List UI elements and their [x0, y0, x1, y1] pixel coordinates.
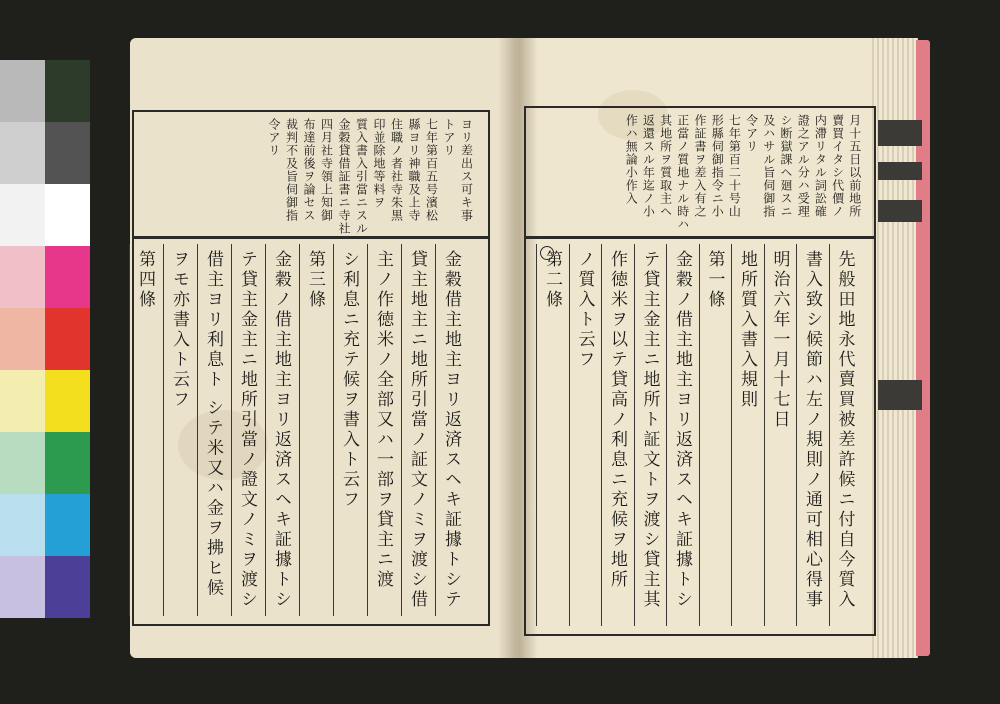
right-upper-text-column: 證之アル分ハ受理 [796, 114, 811, 218]
right-lower-text-column: テ貸主金主ニ地所ト証文トヲ渡シ貸主其 [639, 250, 660, 610]
tab-mark [878, 162, 922, 180]
right-lower-text-column: 先般田地永代賣買被差許候ニ付自今質入 [834, 250, 855, 610]
left-lower-text-column: 主ノ作徳米ノ全部又ハ一部ヲ貸主ニ渡 [373, 250, 393, 590]
tab-mark [878, 120, 922, 146]
page-stack-tabs [878, 90, 924, 550]
tab-mark [878, 380, 922, 410]
right-upper-text-column: 七年第百二十号山 [727, 114, 742, 218]
column-rule [634, 244, 635, 626]
color-swatch [45, 60, 90, 122]
color-swatch [45, 370, 90, 432]
right-lower-text-column: 作徳米ヲ以テ貸高ノ利息ニ充候ヲ地所 [607, 250, 627, 590]
left-lower-text-column: 貸主地主ニ地所引當ノ証文ノミヲ渡シ借 [407, 250, 427, 610]
color-swatch [0, 308, 45, 370]
color-swatch [45, 432, 90, 494]
left-upper-text-column: 七年第百五号濱松 [424, 118, 439, 222]
color-swatch [0, 60, 45, 122]
right-divider-rule [524, 236, 874, 239]
color-swatch [45, 494, 90, 556]
column-rule [299, 244, 300, 616]
color-swatch [45, 308, 90, 370]
column-rule [197, 244, 198, 616]
right-lower-text-column: 第二條 [542, 250, 562, 310]
right-upper-text-column: 作ハ無論小作入 [624, 114, 639, 205]
left-upper-text-column: トアリ [442, 118, 456, 157]
color-swatch [0, 556, 45, 618]
right-upper-text-column: 正當ノ質地ナル時ハ [675, 114, 690, 231]
color-swatch [0, 246, 45, 308]
left-upper-text-column: 質入書入引當ニスル [354, 118, 369, 235]
right-upper-text-column: 及ハサル旨伺御指 [761, 114, 776, 218]
left-upper-text-column: 裁判不及旨伺御指 [284, 118, 299, 222]
color-swatch [0, 494, 45, 556]
left-divider-rule [132, 236, 488, 239]
right-upper-text-column: 令アリ [744, 114, 759, 153]
left-lower-text-column: ヲモ亦書入ト云フ [169, 250, 189, 410]
left-upper-text-column: 縣ヨリ神職及上寺 [407, 118, 421, 222]
right-lower-text-column: 地所質入書入規則 [737, 250, 757, 410]
left-upper-text-column: 布達前後ヲ論セス [302, 118, 316, 222]
column-rule [796, 244, 797, 626]
left-lower-text-column: テ貸主金主ニ地所引當ノ證文ノミヲ渡シ [237, 250, 257, 610]
right-lower-text-column: 明治六年一月十七日 [769, 250, 790, 430]
circle-mark-icon [540, 246, 554, 260]
left-lower-text-column: 第三條 [305, 250, 325, 310]
left-upper-text-column: 金穀貸借証書ニ寺社 [337, 118, 351, 235]
left-lower-text-column: 第四條 [135, 250, 155, 310]
column-rule [536, 244, 537, 626]
color-calibration-chart [0, 60, 90, 620]
left-lower-text-column: シ利息ニ充テ候ヲ書入ト云フ [339, 250, 359, 510]
color-swatch [0, 122, 45, 184]
right-upper-text-column: 内滯リタル詞訟確 [813, 114, 828, 218]
column-rule [731, 244, 732, 626]
left-upper-text-column: 印並除地等料ヲ [372, 118, 386, 209]
right-upper-text-column: 形縣伺御指令ニ小 [710, 114, 725, 218]
column-rule [764, 244, 765, 626]
column-rule [265, 244, 266, 616]
column-rule [601, 244, 602, 626]
column-rule [163, 244, 164, 616]
right-lower-text-column: 第一條 [704, 250, 725, 310]
color-swatch [45, 184, 90, 246]
color-swatch [0, 184, 45, 246]
right-upper-text-column: 賣買イタシ代價ノ [830, 114, 845, 218]
right-upper-text-column: 其地所ヲ質取主ヘ [658, 114, 673, 218]
right-upper-text-column: 作証書ヲ差入有之 [693, 114, 707, 218]
column-rule [231, 244, 232, 616]
color-swatch [0, 432, 45, 494]
open-book [118, 30, 940, 672]
right-upper-text-column: シ断獄課ヘ廻スニ [779, 114, 793, 218]
tab-mark [878, 200, 922, 222]
right-lower-text-column: ノ質入ト云フ [574, 250, 595, 370]
column-rule [367, 244, 368, 616]
column-rule [129, 244, 130, 616]
right-upper-text-column: 返還スル年迄ノ小 [641, 114, 656, 218]
column-rule [666, 244, 667, 626]
color-swatch [45, 556, 90, 618]
color-swatch [45, 246, 90, 308]
column-rule [829, 244, 830, 626]
column-rule [569, 244, 570, 626]
left-upper-text-column: 住職ノ者社寺朱黒 [389, 118, 404, 222]
left-upper-text-column: 四月社寺領上知御 [319, 118, 334, 222]
left-lower-text-column: 金穀借主地主ヨリ返済スヘキ証據トシテ [441, 250, 461, 610]
left-upper-text-column: ヨリ差出ス可キ事 [459, 118, 474, 222]
left-lower-text-column: 借主ヨリ利息ト シテ米又ハ金ヲ拂ヒ候 [203, 250, 223, 599]
right-lower-text-column: 金穀ノ借主地主ヨリ返済スヘキ証據トシ [672, 250, 692, 610]
column-rule [699, 244, 700, 626]
right-upper-text-column: 月十五日以前地所 [847, 114, 862, 218]
column-rule [401, 244, 402, 616]
left-upper-text-column: 令アリ [267, 118, 281, 157]
column-rule [435, 244, 436, 616]
left-lower-text-column: 金穀ノ借主地主ヨリ返済スヘキ証據トシ [271, 250, 291, 610]
column-rule [333, 244, 334, 616]
right-lower-text-column: 書入致シ候節ハ左ノ規則ノ通可相心得事 [802, 250, 822, 610]
color-swatch [45, 122, 90, 184]
color-swatch [0, 370, 45, 432]
